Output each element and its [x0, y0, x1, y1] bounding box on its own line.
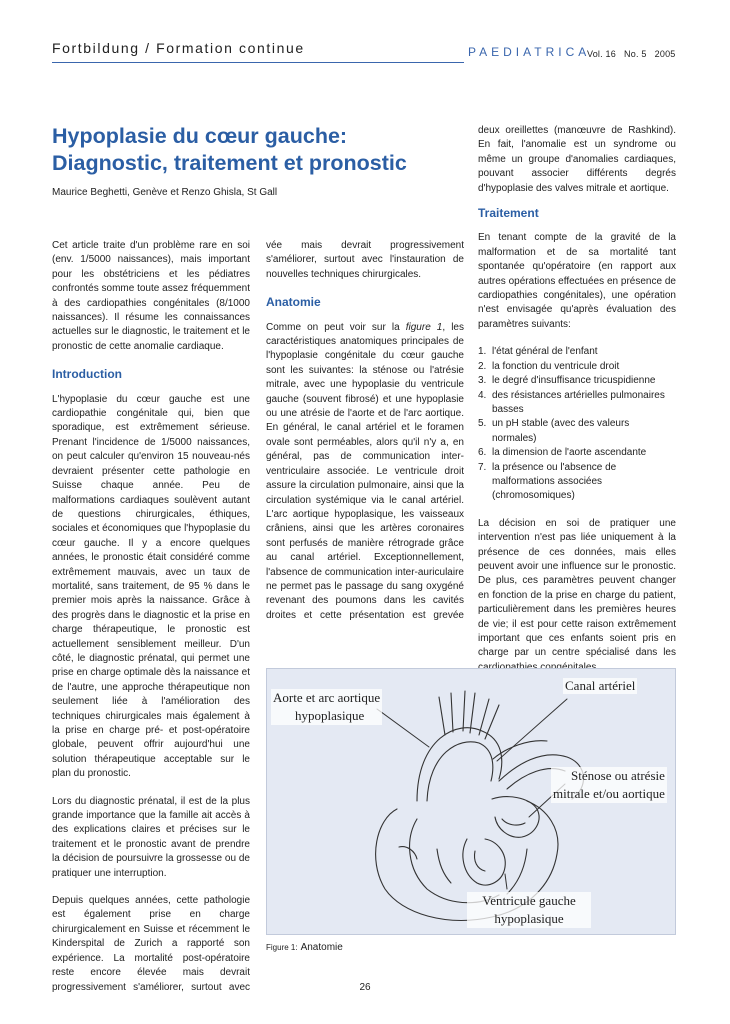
list-item: 3. le degré d'insuffisance tricuspidienne: [478, 375, 656, 387]
journal-issue: [587, 49, 676, 59]
figure-label-stenose: Sténose ou atrésie mitrale et/ou aortique: [553, 768, 665, 801]
figure-reference-link[interactable]: figure 1: [405, 321, 443, 333]
list-item: 5. un pH stable (avec des valeurs normales): [478, 418, 630, 444]
anatomie-heading: Anatomie: [266, 295, 321, 310]
figure-label-ventricule: Ventricule gauche hypoplasique: [467, 892, 591, 928]
left-ventricle-shape: [463, 839, 505, 885]
abstract-paragraph: Cet article traite d'un problème rare en soi (env. 1/5000 naissances), mais important pour les obstétriciens et les pédiatres confrontés somme toute assez fréquemment à des cardiopathies congénitales (8/1000 naissances). Il résume les connaissances actuelles sur le diagnostic, le traitement et le pronostic de cette anomalie cardiaque.: [52, 240, 250, 352]
section-label: Fortbildung / Formation continue: [52, 40, 305, 56]
header-rule: [52, 62, 464, 63]
article-title-line-2: Diagnostic, traitement et pronostic: [52, 151, 407, 175]
list-item: 7. la présence ou l'absence de malformations associées (chromosomiques): [478, 461, 617, 502]
introduction-paragraph-3-continued: vée mais devrait progressivement s'améliorer, surtout avec l'instauration de nouvelles techniques chirurgicales.: [266, 240, 464, 280]
list-item: 1. l'état général de l'enfant: [478, 346, 598, 358]
list-item: 2. la fonction du ventricule droit: [478, 360, 620, 372]
text-column-1: [52, 239, 250, 1007]
aortic-arch-shape: [417, 728, 502, 801]
journal-number: No. 5: [624, 49, 647, 59]
anatomie-text-rest: , les caractéristiques anatomiques principales de l'hypoplasie congénitale du cœur gauche sont les suivantes: la sténose ou l'atrésie mitrale, avec une hypoplasie du ventricule gauche (souvent fibrosé) et une hypoplasie ou une atrésie de l'aorte et de l'arc aortique. En général, le canal artériel et le foramen ovale sont perméables, alors qu'il n'y a, en général, pas de communication inter-ventriculaire associée. Le ventricule droit assure la circulation pulmonaire, ainsi que la circulation systémique via le canal artériel. L'arc aortique hypoplasique, les vaisseaux crâniens, ainsi que les artères coronaires sont perfusés de manière rétrograde grâce au canal artériel. Exceptionnellement, l'absence de communication inter-auriculaire ne permet pas le passage du sang oxygéné revenant des poumons dans les cavités droites et cette présentation est grevée: [266, 321, 464, 621]
anatomie-text-start: Comme on peut voir sur la: [266, 321, 406, 333]
journal-year: 2005: [654, 49, 676, 59]
figure-caption-prefix: Figure 1:: [266, 943, 298, 952]
list-item: 6. la dimension de l'aorte ascendante: [478, 447, 647, 459]
evaluation-parameters-list: [478, 345, 676, 503]
list-item: 4. des résistances artérielles pulmonaires basses: [478, 389, 665, 415]
page-number: 26: [359, 982, 371, 993]
traitement-heading: Traitement: [478, 206, 539, 221]
introduction-heading: Introduction: [52, 367, 122, 382]
pointer-canal: [497, 699, 567, 761]
journal-name: PAEDIATRICA: [468, 45, 591, 59]
introduction-paragraph-2: Lors du diagnostic prénatal, il est de la plus grande importance que la famille ait accès à des explications claires et précises sur le traitement et le pronostic avant de prendre la décision de poursuivre la grossesse ou de pratiquer une interruption.: [52, 795, 250, 879]
figure-label-canal: Canal artériel: [565, 678, 636, 693]
introduction-paragraph-3: Depuis quelques années, cette pathologie est également prise en charge chirurgicalement en Suisse et récemment le Kinderspital de Zurich a rapporté son expérience. La mortalité post-opératoire reste encore élevée mais devrait progressivement s'améliorer, surtout avec: [52, 895, 250, 993]
traitement-paragraph-2: La décision en soi de pratiquer une intervention n'est pas liée uniquement à la présence de ces données, mais elles peuvent avoir une influence sur le pronostic. De plus, ces paramètres peuvent changer en fonction de la prise en charge du patient, particulièrement dans les premières heures de vie; il est pour cette raison extrêmement important que ces enfants soient pris en charge par un centre spécialisé dans les: [478, 517, 676, 659]
figure-caption-title: Anatomie: [300, 942, 343, 953]
anatomie-paragraph: [266, 321, 464, 623]
introduction-paragraph-1: L'hypoplasie du cœur gauche est une cardiopathie congénitale qui, bien que sporadique, est extrêmement sérieuse. Prenant l'incidence de 1/5000 naissances, on peut calculer qu'environ 15 nouveau-nés devraient présenter cette pathologie en Suisse chaque année. Peu de malformations cardiaques soulèvent autant de questions chirurgicales, éthiques, sociales et économiques que l'hypoplasie du cœur gauche. Il y a encore quelques années, le pronostic était considéré comme extrêmement mauvais, avec un taux de mortalité, sans traitement, de 95 % dans le premier mois après la naissance. Grâce à des progrès dans le diagnostic et la prise en charge thérapeutique, le pronostic est actuellement sensiblement meilleur. D'un côté, le diagnostic prénatal, qui permet une prise en charge optimale dès la naissance et de l'autre, une approche thérapeutique non seulement liée à l'amélioration des techniques chirurgicales mais également à la prise en charge pré- et post-opératoire globale, peuvent offrir aujourd'hui une solution thérapeutique acceptable sur le plan du pronostic.: [52, 393, 250, 780]
journal-volume: Vol. 16: [587, 49, 616, 59]
pointer-aorte: [377, 709, 429, 747]
article-title-line-1: Hypoplasie du cœur gauche:: [52, 124, 348, 148]
text-column-2: [266, 239, 464, 623]
pointer-ventricule: [505, 874, 507, 889]
figure-label-aorte: Aorte et arc aortique hypoplasique: [273, 690, 381, 723]
text-column-3: [478, 124, 676, 688]
article-authors: Maurice Beghetti, Genève et Renzo Ghisla, St Gall: [52, 187, 278, 198]
cranial-vessel-shape: [439, 693, 453, 735]
figure-anatomie: [266, 668, 676, 935]
figure-caption: [266, 942, 343, 953]
traitement-paragraph-1: En tenant compte de la gravité de la malformation et de sa mortalité tant spontanée qu'opératoire (en rapport aux autres opérations effectuées en présence de cardiopathies congénitales), une opération n'est envisagée qu'après évaluation des paramètres suivants:: [478, 232, 676, 330]
anatomie-paragraph-continued: deux oreillettes (manœuvre de Rashkind). En fait, l'anomalie est un syndrome ou même un groupe d'anomalies cardiaques, pouvant associer différents degrés d'hypoplasie des valves mitrale et aortique.: [478, 125, 676, 194]
article-title: [52, 123, 462, 177]
